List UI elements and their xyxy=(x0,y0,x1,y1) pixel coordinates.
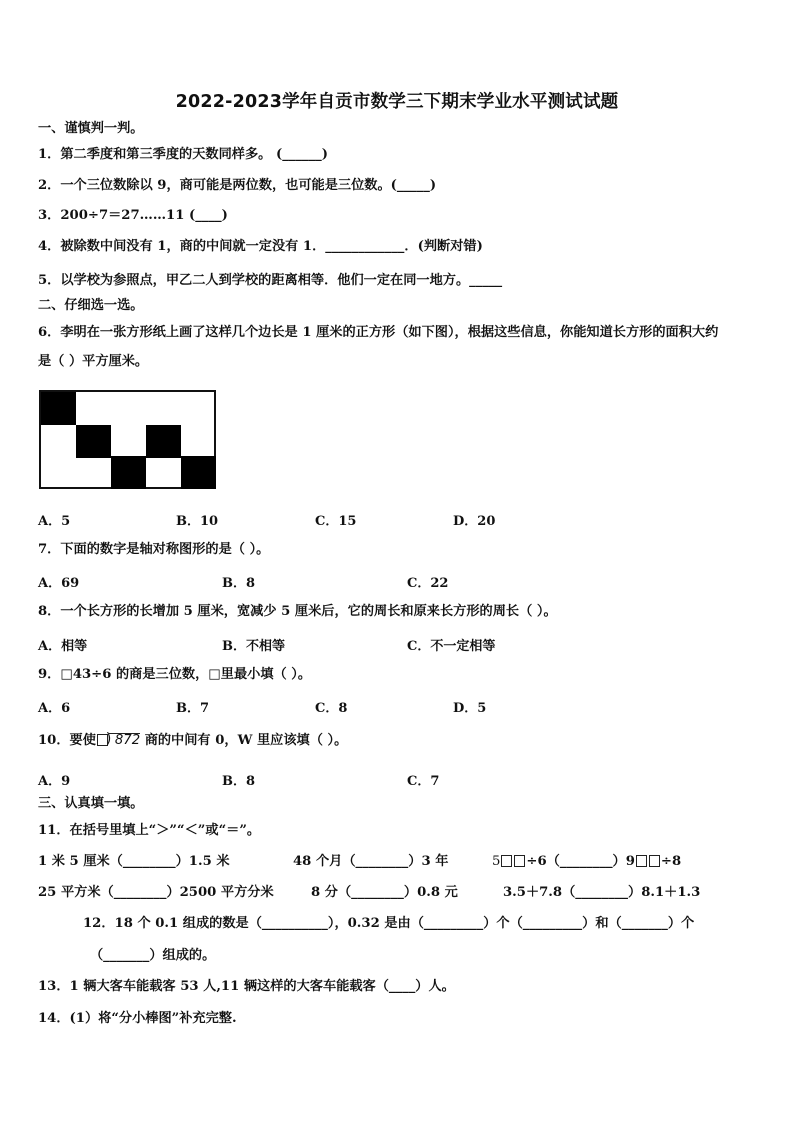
q11-item-3 xyxy=(492,853,681,871)
q8-option-a: A．相等 xyxy=(38,639,88,654)
q6-option-a: A．5 xyxy=(38,514,71,529)
q6-option-b: B．10 xyxy=(176,514,219,529)
q6-option-d: D．20 xyxy=(453,514,496,529)
question-2: 2．一个三位数除以 9，商可能是两位数，也可能是三位数。(_____) xyxy=(38,178,437,193)
q11-item-2: 48 个月（________）3 年 xyxy=(293,854,449,869)
blank-box-icon xyxy=(514,855,525,867)
black-square xyxy=(146,425,181,458)
q10-suffix: 商的中间有 0，W 里应该填（ ）。 xyxy=(144,733,348,748)
rectangle-squares-figure xyxy=(39,390,216,489)
question-6-line2: 是（ ）平方厘米。 xyxy=(38,354,149,369)
question-12-line2: （_______）组成的。 xyxy=(90,948,216,963)
q9-option-d: D．5 xyxy=(453,701,487,716)
q10-prefix: 10．要使 xyxy=(38,733,96,748)
q11-item-6: 3.5＋7.8（________）8.1＋1.3 xyxy=(503,885,701,900)
q11-item3-middle: ÷6（________）9 xyxy=(526,854,635,869)
blank-box-icon xyxy=(501,855,512,867)
question-6-line1: 6．李明在一张方形纸上画了这样几个边长是 1 厘米的正方形（如下图），根据这些信息，你能知道长方形的面积大约 xyxy=(38,325,719,340)
q11-item3-tail: ÷8 xyxy=(660,854,682,869)
q7-option-b: B．8 xyxy=(222,576,256,591)
question-1: 1．第二季度和第三季度的天数同样多。 (______) xyxy=(38,147,328,162)
question-13: 13．1 辆大客车能载客 53 人,11 辆这样的大客车能载客（____）人。 xyxy=(38,979,455,994)
question-9: 9．□43÷6 的商是三位数，□里最小填（ ）。 xyxy=(38,667,312,682)
blank-box-icon xyxy=(636,855,647,867)
blank-box-icon xyxy=(649,855,660,867)
q9-option-a: A．6 xyxy=(38,701,71,716)
question-3: 3．200÷7＝27……11 (____) xyxy=(38,208,228,223)
section-choice-heading: 二、仔细选一选。 xyxy=(38,298,144,313)
question-7: 7．下面的数字是轴对称图形的是（ ）。 xyxy=(38,542,270,557)
q11-item-4: 25 平方米（________）2500 平方分米 xyxy=(38,885,274,900)
section-judge-heading: 一、谨慎判一判。 xyxy=(38,121,144,136)
black-square xyxy=(111,456,146,489)
question-11: 11．在括号里填上“＞”“＜”或“＝”。 xyxy=(38,823,261,838)
question-10 xyxy=(38,732,347,750)
question-12-line1: 12．18 个 0.1 组成的数是（__________），0.32 是由（_________）个（_________）和（_______）个 xyxy=(83,916,695,931)
q9-option-c: C．8 xyxy=(315,701,348,716)
q11-item-1: 1 米 5 厘米（________）1.5 米 xyxy=(38,854,230,869)
q7-option-c: C．22 xyxy=(407,576,449,591)
black-square xyxy=(76,425,111,458)
question-8: 8．一个长方形的长增加 5 厘米，宽减少 5 厘米后，它的周长和原来长方形的周长（ ）。 xyxy=(38,604,557,619)
question-4: 4．被除数中间没有 1，商的中间就一定没有 1．____________．(判断对错) xyxy=(38,239,483,254)
black-square xyxy=(181,456,216,489)
section-fill-heading: 三、认真填一填。 xyxy=(38,796,144,811)
q8-option-b: B．不相等 xyxy=(222,639,285,654)
black-square xyxy=(41,392,76,425)
q8-option-c: C．不一定相等 xyxy=(407,639,496,654)
q10-option-a: A．9 xyxy=(38,774,71,789)
q6-option-c: C．15 xyxy=(315,514,357,529)
question-14: 14．(1）将“分小棒图”补充完整. xyxy=(38,1011,237,1026)
q10-option-b: B．8 xyxy=(222,774,256,789)
page-title: 2022-2023学年自贡市数学三下期末学业水平测试试题 xyxy=(175,92,619,112)
q7-option-a: A．69 xyxy=(38,576,80,591)
q11-item-5: 8 分（________）0.8 元 xyxy=(311,885,458,900)
q9-option-b: B．7 xyxy=(176,701,210,716)
q11-item3-lead: 5 xyxy=(492,854,501,869)
long-division-symbol: ) 872 xyxy=(109,733,140,748)
question-5: 5．以学校为参照点，甲乙二人到学校的距离相等．他们一定在同一地方。_____ xyxy=(38,273,503,288)
q10-option-c: C．7 xyxy=(407,774,440,789)
